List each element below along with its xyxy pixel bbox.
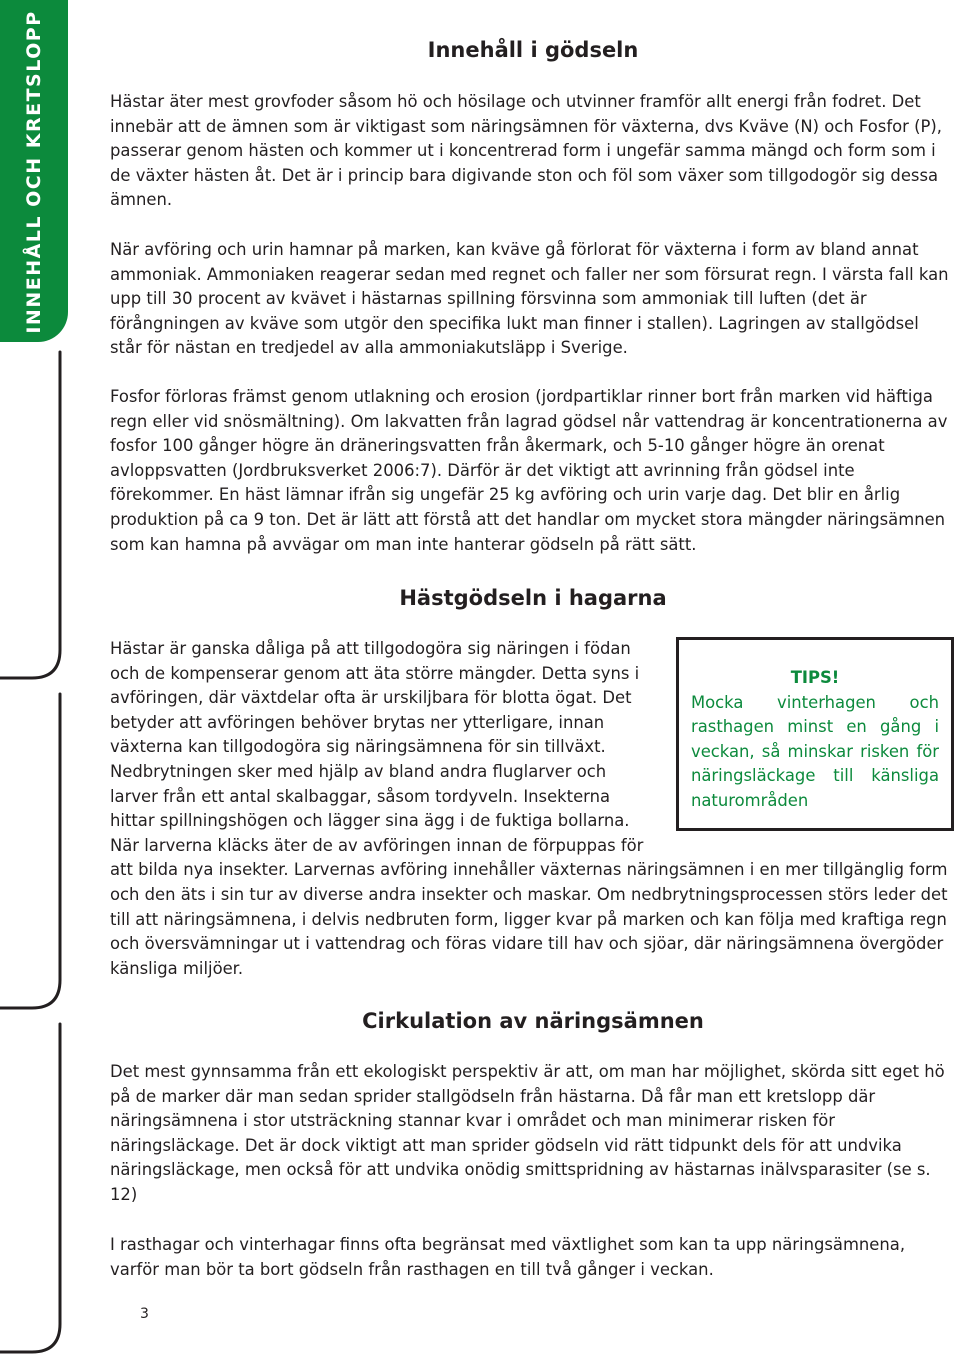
bracket-line xyxy=(0,1024,60,1352)
paragraph: När avföring och urin hamnar på marken, kan kväve gå förlorat för växterna i form av bland annat ammoniak. Ammoniaken reagerar sedan med regnet och faller ner som försurat regn. I värsta fall kan upp till 30 procent av kvävet i hästarnas spillning försvinna som ammoniak till luften (det är förångningen av kväve som utgör den specifika lukt man finner i stallen). Lagringen av stallgödsel står för nästan en tredjedel av alla ammoniakutsläpp i Sverige. xyxy=(110,240,949,358)
margin-brackets xyxy=(0,0,70,1355)
page-number: 3 xyxy=(140,1306,149,1322)
sidebar-label: INNEHÅLL OCH KRETSLOPP xyxy=(23,10,45,334)
heading-hastgodseln: Hästgödseln i hagarna xyxy=(399,586,667,610)
paragraph-with-float xyxy=(110,637,955,981)
tips-title: TIPS! xyxy=(790,668,840,687)
bracket-line xyxy=(0,352,60,678)
heading-innehall: Innehåll i gödseln xyxy=(427,38,639,62)
heading-cirkulation: Cirkulation av näringsämnen xyxy=(362,1009,704,1033)
bracket-line xyxy=(0,694,60,1008)
float-spacer xyxy=(645,637,955,837)
paragraph: I rasthagar och vinterhagar finns ofta begränsat med växtlighet som kan ta upp näringsämnena, varför man bör ta bort gödseln från rasthagen en till två gånger i veckan. xyxy=(110,1235,906,1279)
paragraph: Hästar äter mest grovfoder såsom hö och hösilage och utvinner framför allt energi från fodret. Det innebär att de ämnen som är viktigast som näringsämnen för växterna, dvs Kväve (N) och Fosfor (P), passerar genom hästen och kommer ut i koncentrerad form i ungefär samma mängd och form som i de växter hästen åt. Det är i princip bara digivande ston och föl som växer som tillgodogör sig dessa ämnen. xyxy=(110,92,942,210)
paragraph: Det mest gynnsamma från ett ekologiskt perspektiv är att, om man har möjlighet, skörda sitt eget hö på de marker där man sedan sprider stallgödseln från hästarna. Då får man ett kretslopp där näringsämnena i stor utsträckning stannar kvar i området och man minimerar risken för näringsläckage. Det är dock viktigt att man sprider gödseln vid rätt tidpunkt dels för att undvika näringsläckage, men också för att undvika onödig smittspridning av hästarnas inälvsparasiter (se s. 12) xyxy=(110,1062,945,1204)
paragraph: Fosfor förloras främst genom utlakning och erosion (jordpartiklar rinner bort från marken vid häftiga regn eller vid snösmältning). Om lakvatten från lagrad gödsel når vattendrag är koncentrationerna av fosfor 100 gånger högre än dräneringsvatten från åkermark, och 5-10 gånger högre än orenat avloppsvatten (Jordbruksverket 2006:7). Därför är det viktigt att avrinning från gödsel inte förekommer. En häst lämnar ifrån sig ungefär 25 kg avföring och urin varje dag. Det blir en årlig produktion på ca 9 ton. Det är lätt att förstå att det handlar om mycket stora mängder näringsämnen som kan hamna på avvägar om man inte hanterar gödseln på rätt sätt. xyxy=(110,387,948,554)
tips-text: Mocka vinterhagen och rasthagen minst en gång i veckan, så minskar risken för näringsläckage till känsliga naturområden xyxy=(691,692,939,810)
paragraph-text: Hästar är ganska dåliga på att tillgodogöra sig näringen i födan och de kompenserar genom att äta större mängder. Detta syns i avföringen, där växtdelar ofta är urskiljbara för blotta ögat. Det betyder att avföringen behöver brytas ner ytterligare, innan växterna kan tillgodogöra sig näringsämnena för sin tillväxt. Nedbrytningen sker med hjälp av bland andra fluglarver och larver från ett antal skalbaggar, såsom tordyveln. Insekterna hittar spillningshögen och lägger sina ägg i de fuktiga bollarna. När larverna kläcks äter de av avföringen innan de förpuppas för att bilda nya insekter. Larvernas avföring innehåller växternas näringsämnen i en mer tillgänglig form och den äts i sin tur av diverse andra insekter och maskar. Om nedbrytningsprocessen störs leder det till att näringsämnena, i delvis nedbruten form, ligger kvar på marken och kan följa med kraftiga regn och översvämningar ut i vattendrag och föras vidare till hav och sjöar, där näringsämnena övergöder känsliga miljöer. xyxy=(110,639,948,978)
